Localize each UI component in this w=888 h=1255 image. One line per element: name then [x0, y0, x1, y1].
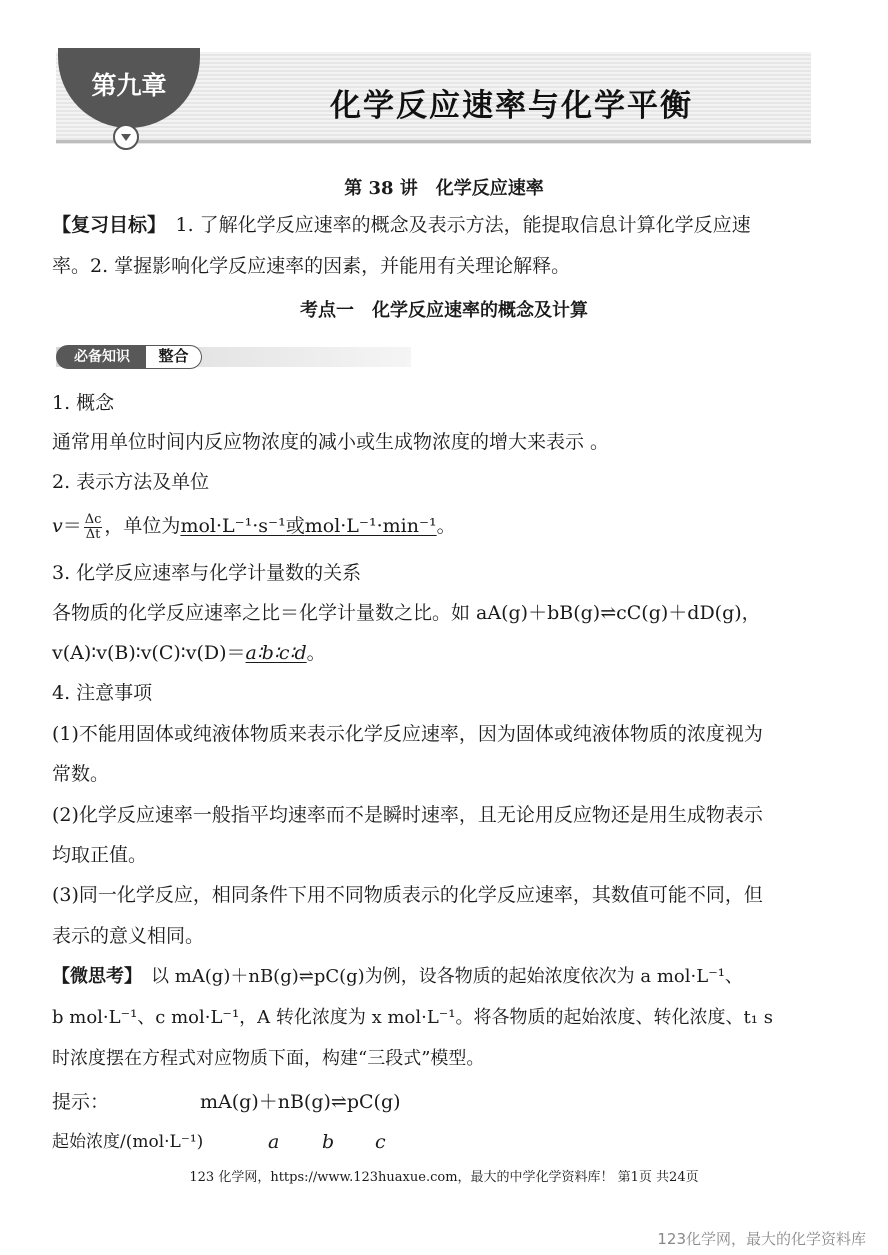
topic-title: 考点一 化学反应速率的概念及计算 [300, 300, 588, 321]
think-line-1 [52, 962, 743, 992]
relation-heading: 3. 化学反应速率与化学计量数的关系 [52, 562, 362, 584]
think-tag: 【微思考】 [52, 966, 133, 987]
watermark: 123化学网，最大的化学资料库 [657, 1230, 866, 1248]
unit-prefix: ，单位为 [104, 515, 181, 537]
units-heading: 2. 表示方法及单位 [52, 471, 210, 493]
note-1-line-2: 常数。 [52, 763, 110, 785]
think-text-1: 以 mA(g)＋nB(g)⇌pC(g)为例，设各物质的起始浓度依次为 a mol·L⁻¹、 [133, 966, 743, 987]
concept-heading: 1. 概念 [52, 392, 115, 414]
rate-fraction [84, 513, 103, 542]
unit-1: mol·L⁻¹·s⁻¹ [180, 515, 286, 537]
chapter-label: 第九章 [91, 71, 167, 100]
fraction-denominator: Δt [85, 526, 101, 542]
velocity-symbol: v [52, 515, 63, 537]
hint-col-a: a [268, 1131, 280, 1153]
page-footer: 123 化学网，https://www.123huaxue.com，最大的中学化学资料库！ 第1页 共24页 [189, 1170, 699, 1185]
section-badge-light: 整合 [146, 345, 202, 369]
chapter-title: 化学反应速率与化学平衡 [330, 88, 693, 124]
unit-end: 。 [436, 515, 456, 537]
hint-equation: mA(g)＋nB(g)⇌pC(g) [200, 1091, 401, 1113]
chevron-down-icon [113, 124, 139, 150]
relation-line-2 [52, 638, 326, 668]
objectives-line-2: 率。2. 掌握影响化学反应速率的因素，并能用有关理论解释。 [52, 255, 571, 277]
hint-col-b: b [322, 1131, 335, 1153]
unit-2: mol·L⁻¹·min⁻¹ [304, 515, 437, 537]
hint-col-c: c [375, 1131, 386, 1153]
concept-text: 通常用单位时间内反应物浓度的减小或生成物浓度的增大来表示 。 [52, 431, 610, 453]
equals-sign: ＝ [62, 515, 82, 537]
objectives-text-1: 1. 了解化学反应速率的概念及表示方法，能提取信息计算化学反应速 [156, 214, 751, 236]
relation-ratio: a∶b∶c∶d [245, 642, 307, 664]
note-2-line-2: 均取正值。 [52, 844, 148, 866]
objectives-line-1 [52, 210, 751, 240]
notes-heading: 4. 注意事项 [52, 682, 153, 704]
hint-row-label: 起始浓度/(mol·L⁻¹) [52, 1132, 204, 1152]
banner-divider [56, 140, 811, 143]
relation-prefix: v(A)∶v(B)∶v(C)∶v(D)＝ [52, 642, 246, 664]
hint-label: 提示： [52, 1091, 110, 1113]
fraction-numerator: Δc [84, 511, 102, 527]
section-badge-dark: 必备知识 [56, 345, 148, 369]
units-formula-line [52, 511, 456, 542]
note-2-line-1: (2)化学反应速率一般指平均速率而不是瞬时速率，且无论用反应物还是用生成物表示 [52, 804, 763, 826]
lecture-title: 第 38 讲 化学反应速率 [344, 178, 544, 199]
note-1-line-1: (1)不能用固体或纯液体物质来表示化学反应速率，因为固体或纯液体物质的浓度视为 [52, 723, 763, 745]
unit-or: 或 [285, 515, 305, 537]
note-3-line-2: 表示的意义相同。 [52, 925, 205, 947]
relation-end: 。 [306, 642, 326, 664]
note-3-line-1: (3)同一化学反应，相同条件下用不同物质表示的化学反应速率，其数值可能不同，但 [52, 884, 763, 906]
think-line-3: 时浓度摆在方程式对应物质下面，构建“三段式”模型。 [52, 1048, 485, 1069]
objectives-tag: 【复习目标】 [52, 214, 157, 236]
relation-line-1: 各物质的化学反应速率之比＝化学计量数之比。如 aA(g)＋bB(g)⇌cC(g)＋dD(g)， [52, 602, 761, 624]
think-line-2: b mol·L⁻¹、c mol·L⁻¹，A 转化浓度为 x mol·L⁻¹。将各物质的起始浓度、转化浓度、t₁ s [52, 1007, 773, 1028]
